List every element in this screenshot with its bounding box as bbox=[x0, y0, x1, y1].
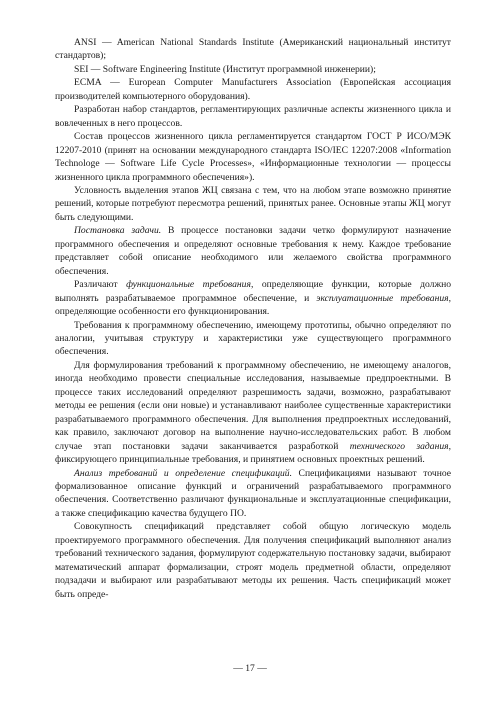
paragraph-standards: Разработан набор стандартов, регламентирующих различные аспекты жизненного цикла и вовлеченных в него процессов. bbox=[55, 104, 451, 129]
paragraph-model: Совокупность спецификаций представляет собой общую логическую модель проектируемого программного обеспечения. Для получения спецификаций выполняют анализ требований технического задания, формулируют содержательную постановку задачи, выбирают математический аппарат формализации, строят модель предметной области, определяют подзадачи и выбирают или разрабатывают методы их решения. Часть спецификаций может быть опреде- bbox=[55, 521, 451, 600]
paragraph-requirements bbox=[55, 278, 451, 318]
term-task-statement: Постановка задачи. bbox=[74, 225, 162, 237]
paragraph-sei: SEI — Software Engineering Institute (Институт программной инженерии); bbox=[74, 63, 376, 75]
research-text-b: , фиксирующего принципиальные требования, и принятием основных проектных решений. bbox=[55, 440, 451, 466]
term-operational-requirements: эксплуатационные требования bbox=[316, 292, 449, 304]
term-specifications: Анализ требований и определение спецификаций. bbox=[74, 467, 292, 479]
page-number: — 17 — bbox=[233, 663, 267, 674]
paragraph-research bbox=[55, 359, 451, 467]
research-text-a: Для формулирования требований к программному обеспечению, не имеющему аналогов, иногда необходимо провести специальные исследования, называемые предпроектными. В процессе таких исследований определяют разрешимость задачи, возможно, разрабатывают методы ее решения (если они новые) и устанавливают наиболее существенные характеристики разрабатываемого программного обеспечения. Для выполнения предпроектных исследований, как правило, заключают договор на выполнение научно-исследовательских работ. В любом случае этап постановки задачи заканчивается разработкой bbox=[55, 359, 451, 452]
paragraph-gost: Состав процессов жизненного цикла регламентируется стандартом ГОСТ Р ИСО/МЭК 12207-2010 (принят на основании международного стандарта ISO/IEC 12207:2008 «Information Technologe — Software Life Cycle Processes», «Информационные технологии — процессы жизненного цикла программного обеспечения»). bbox=[55, 131, 451, 183]
requirements-text-c: , определяющие особенности его функционирования. bbox=[55, 292, 451, 318]
body-text bbox=[55, 36, 451, 601]
term-functional-requirements: функциональные требования bbox=[126, 279, 251, 291]
paragraph-prototypes: Требования к программному обеспечению, имеющему прототипы, обычно определяют по аналогии, учитывая структуру и характеристики уже существующего программного обеспечения. bbox=[55, 319, 451, 358]
specifications-text: Спецификациями называют точное формализованное описание функций и ограничений разрабатываемого программного обеспечения. Соответственно различают функциональные и эксплуатационные спецификации, а также спецификацию качества будущего ПО. bbox=[55, 467, 451, 519]
requirements-text-a: Различают bbox=[74, 279, 127, 291]
task-statement-text: В процессе постановки задачи четко формулируют назначение программного обеспечения и определяют основные требования к нему. Каждое требование представляет собой описание необходимого или желаемого свойства программного обеспечения. bbox=[55, 225, 452, 277]
paragraph-stages: Условность выделения этапов ЖЦ связана с тем, что на любом этапе возможно принятие решений, которые потребуют пересмотра решений, принятых ранее. Основные этапы ЖЦ могут быть следующими. bbox=[55, 184, 451, 223]
paragraph-ansi: ANSI — American National Standards Institute (Американский национальный институт стандартов); bbox=[55, 37, 451, 62]
paragraph-specifications bbox=[55, 467, 451, 521]
paragraph-ecma: ECMA — European Computer Manufacturers Association (Европейская ассоциация производителей компьютерного оборудования). bbox=[55, 77, 451, 102]
requirements-text-b: , определяющие функции, которые должно выполнять разрабатываемое программное обеспечение, и bbox=[55, 279, 451, 304]
term-technical-assignment: технического задания bbox=[349, 440, 449, 452]
paragraph-task-statement bbox=[55, 224, 451, 278]
